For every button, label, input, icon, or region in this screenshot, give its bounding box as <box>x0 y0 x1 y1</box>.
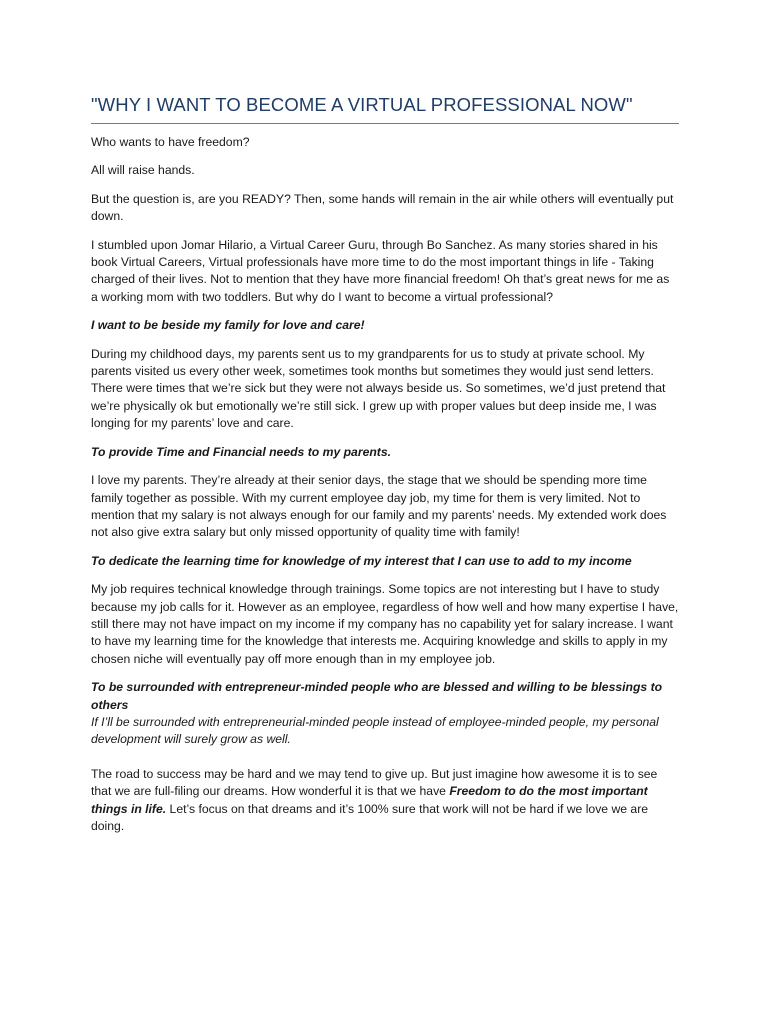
section-body-family: During my childhood days, my parents sent us to my grandparents for us to study at private school. My parents visited us every other week, sometimes took months but sometimes they would just send letters. There were times that we’re sick but they were not always beside us. So sometimes, we’d just pretend that we’re physically ok but emotionally we’re still sick. I grew up with proper values but deep inside me, I was longing for my parents’ love and care. <box>91 346 666 431</box>
section-body-parents: I love my parents. They’re already at their senior days, the stage that we should be spending more time family together as possible. With my current employee day job, my time for them is very limited. Not to mention that my salary is not always enough for our family and my parents’ needs. My extended work does not also give extra salary but only missed opportunity of quality time with family! <box>91 473 667 540</box>
closing-text-start: The road to success may be hard and we may tend to give up. But just imagine how awesome it is to see that we are full-filing our dreams. How wonderful it is that we have <box>91 766 658 799</box>
document-page <box>91 92 679 846</box>
section-body-entrepreneurs: If I’ll be surrounded with entrepreneurial-minded people instead of employee-minded people, my personal development will surely grow as well. <box>91 714 659 747</box>
section-heading-entrepreneurs: To be surrounded with entrepreneur-minded people who are blessed and willing to be blessings to others <box>91 680 663 712</box>
section-body-learning: My job requires technical knowledge through trainings. Some topics are not interesting but I have to study because my job calls for it. However as an employee, regardless of how well and how many expertise I have, still there may not have impact on my income if my company has no capability yet for salary increase. I want to have my learning time for the knowledge that interests me. Acquiring knowledge and skills to apply in my chosen niche will eventually pay off more enough than in my employee job. <box>91 582 679 666</box>
intro-paragraph-1: Who wants to have freedom? <box>91 135 250 149</box>
closing-paragraph <box>91 766 679 836</box>
title-underline <box>91 123 679 124</box>
section-heading-learning: To dedicate the learning time for knowledge of my interest that I can use to add to my income <box>91 553 632 568</box>
closing-emphasis: Freedom to do the most important things in life. <box>91 784 648 816</box>
document-title: "WHY I WANT TO BECOME A VIRTUAL PROFESSIONAL NOW" <box>91 94 633 115</box>
intro-paragraph-4: I stumbled upon Jomar Hilario, a Virtual Career Guru, through Bo Sanchez. As many stories shared in his book Virtual Careers, Virtual professionals have more time to do the most important things in life - Taking charged of their lives. Not to mention that they have more financial freedom! Oh that’s great news for me as a working mom with two toddlers. But why do I want to become a virtual professional? <box>91 237 670 304</box>
intro-paragraph-2: All will raise hands. <box>91 163 195 178</box>
section-heading-parents: To provide Time and Financial needs to my parents. <box>91 444 392 459</box>
section-heading-family: I want to be beside my family for love and care! <box>91 318 365 333</box>
intro-paragraph-3: But the question is, are you READY? Then, some hands will remain in the air while others will eventually put down. <box>91 191 674 224</box>
closing-text-end: Let’s focus on that dreams and it’s 100% sure that work will not be hard if we love we are doing. <box>91 801 649 833</box>
